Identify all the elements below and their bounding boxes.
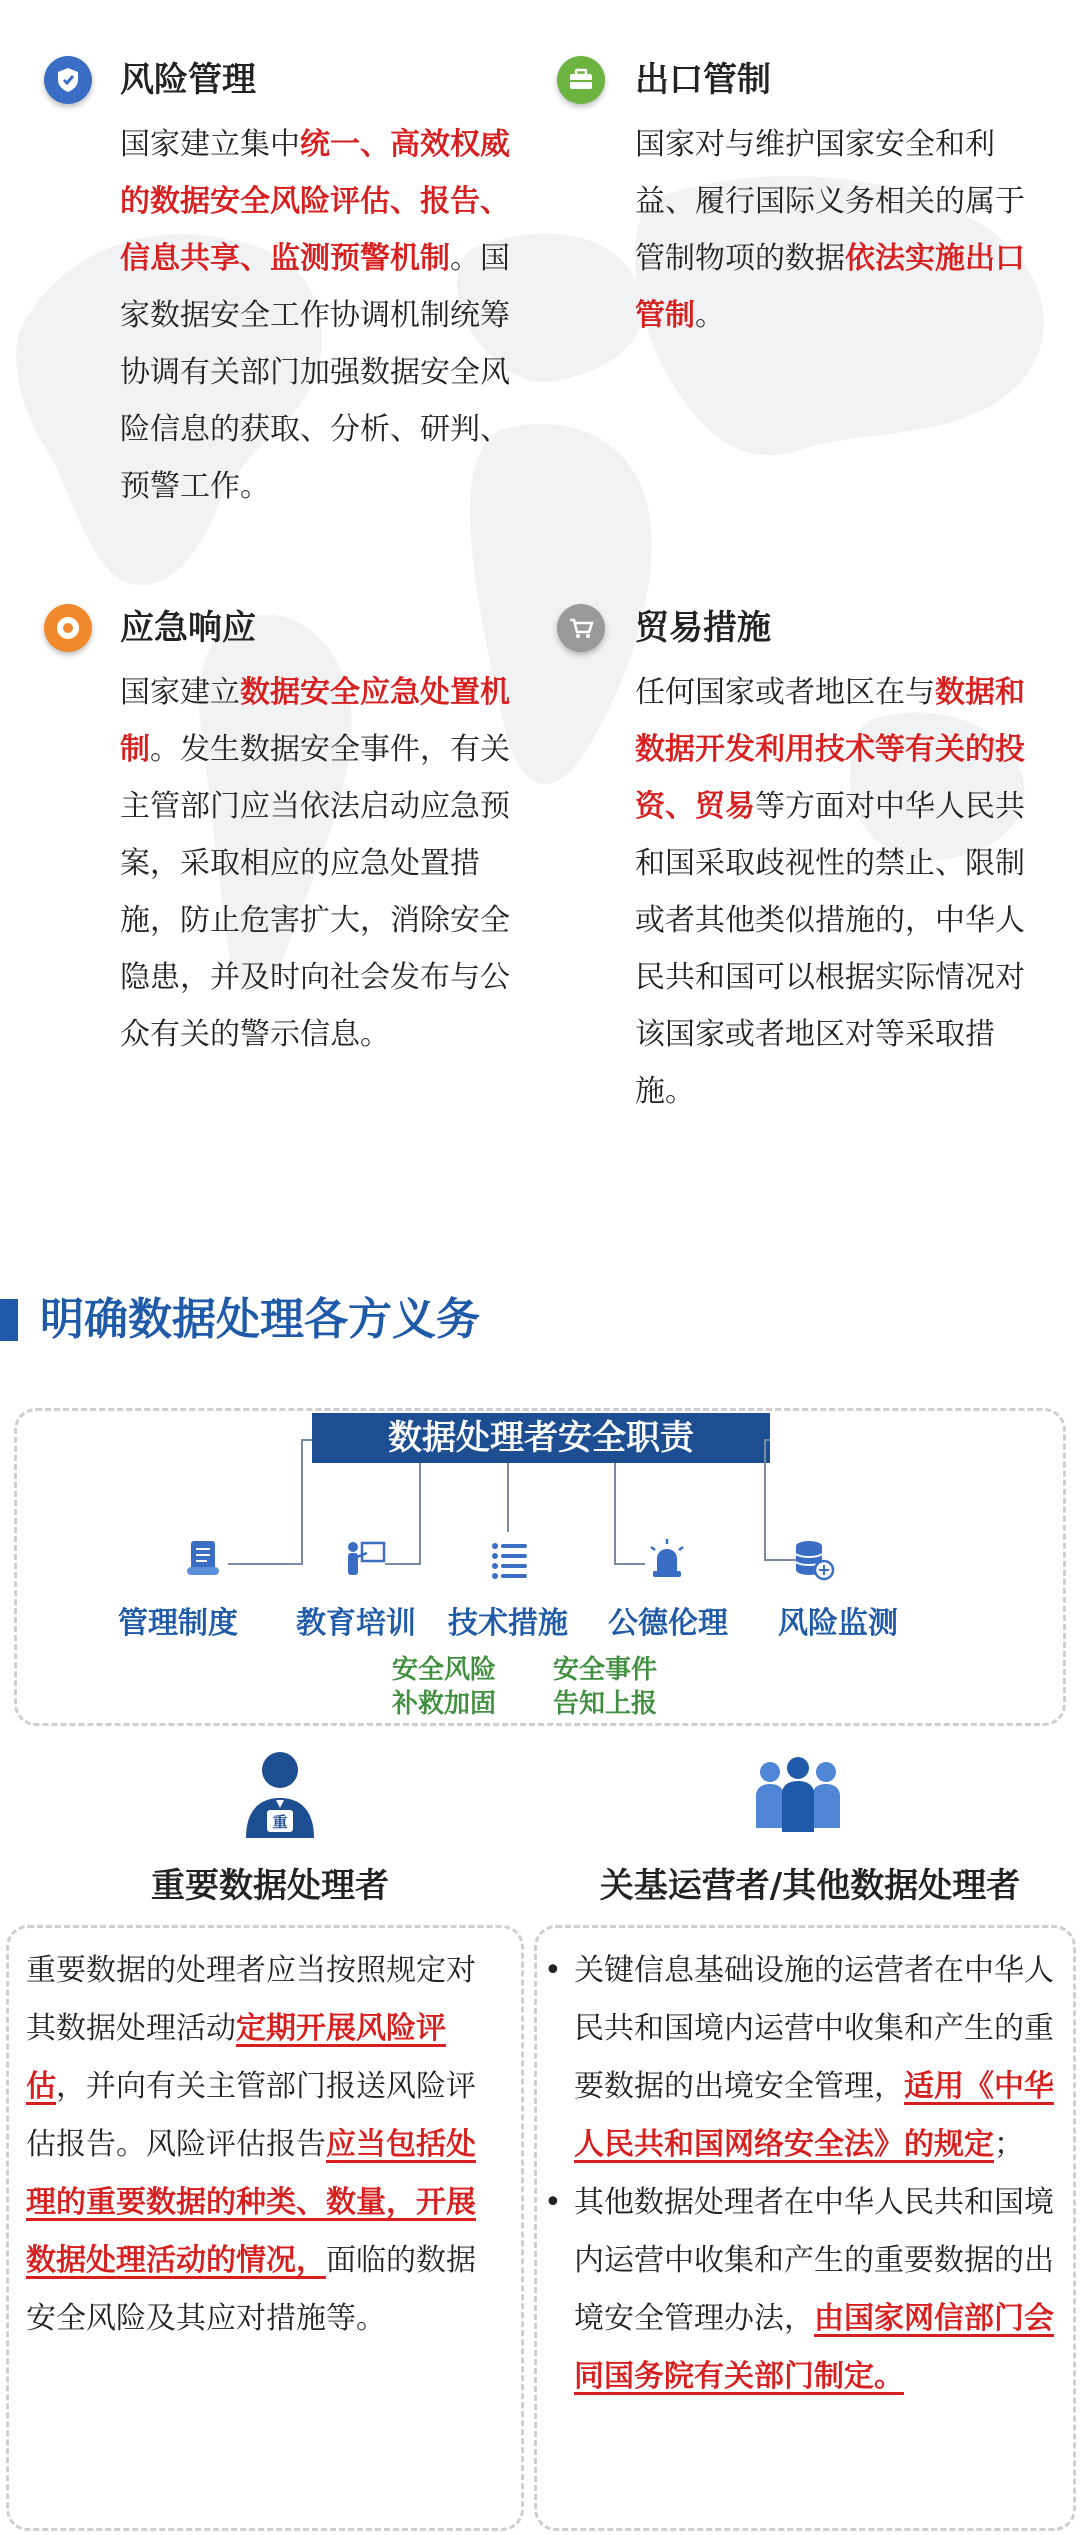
body-highlight: 统一、高效权威的数据安全风险评估、报告、信息共享、监测预警机制	[120, 127, 510, 276]
bullet-other-processors	[544, 2174, 1056, 2406]
body-highlight: 定期开展风险评估	[26, 2011, 446, 2104]
teacher-icon	[343, 1537, 387, 1581]
body-text: 等方面对中华人民共和国采取歧视性的禁止、限制或者其他类似措施的，中华人民共和国可以根据实际情况对该国家或者地区对等采取措施。	[635, 789, 1025, 1109]
duty-sub-report	[535, 1653, 675, 1721]
siren-icon	[645, 1537, 689, 1581]
body-text: 其他数据处理者在中华人民共和国境内运营中收集和产生的重要数据的出境安全管理办法，	[574, 2185, 1054, 2336]
body-text: 任何国家或者地区在与	[635, 675, 935, 710]
cii-operators-text	[544, 1942, 1056, 2406]
body-text: 国家建立	[120, 675, 240, 710]
body-highlight: 由国家网信部门会同国务院有关部门制定。	[574, 2301, 1054, 2394]
body-highlight: 依法实施出口管制	[635, 241, 1025, 333]
body-text: 面临的数据安全风险及其应对措施等。	[26, 2243, 476, 2336]
body-highlight: 数据安全应急处置机制	[120, 675, 510, 767]
duty-sub-line: 补救加固	[391, 1689, 496, 1719]
risk-card-title: 风险管理	[120, 60, 256, 100]
body-text: 国家对与维护国家安全和利益、履行国际义务相关的属于管制物项的数据	[635, 127, 1025, 276]
export-card-title: 出口管制	[635, 60, 771, 100]
body-text: 重要数据的处理者应当按照规定对其数据处理活动	[26, 1953, 476, 2046]
body-highlight: 适用《中华人民共和国网络安全法》的规定	[574, 2069, 1054, 2162]
emergency-card-title: 应急响应	[120, 608, 256, 648]
role-title-cii-operators: 关基运营者/其他数据处理者	[599, 1866, 1021, 1906]
person-badge-text: 重	[272, 1813, 288, 1831]
duties-header: 数据处理者安全职责	[312, 1413, 770, 1463]
body-text: 国家建立集中	[120, 127, 300, 162]
duty-label-technical: 技术措施	[448, 1606, 568, 1641]
trade-card-title: 贸易措施	[635, 608, 771, 648]
body-text: 。国家数据安全工作协调机制统筹协调有关部门加强数据安全风险信息的获取、分析、研判、预警工作。	[120, 241, 510, 504]
body-text: ；	[994, 2127, 1024, 2162]
bullet-cii	[544, 1942, 1056, 2174]
section-title: 明确数据处理各方义务	[40, 1294, 480, 1345]
list-icon	[488, 1537, 532, 1581]
body-highlight: 数据和数据开发利用技术等有关的投资、贸易	[635, 675, 1025, 824]
duty-label-management: 管理制度	[118, 1606, 238, 1641]
duty-sub-remedy	[374, 1653, 514, 1721]
person-badge-icon	[240, 1746, 320, 1842]
important-data-text	[26, 1942, 498, 2348]
duty-sub-line: 安全风险	[391, 1655, 496, 1685]
scroll-icon	[183, 1537, 223, 1581]
body-text: 关键信息基础设施的运营者在中华人民共和国境内运营中收集和产生的重要数据的出境安全管理，	[574, 1953, 1054, 2104]
duty-label-training: 教育培训	[296, 1606, 416, 1641]
role-title-important-data: 重要数据处理者	[151, 1866, 389, 1906]
body-highlight: 应当包括处理的重要数据的种类、数量，开展数据处理活动的情况，	[26, 2127, 476, 2278]
database-icon	[791, 1537, 835, 1581]
duty-sub-line: 告知上报	[552, 1689, 657, 1719]
group-people-icon	[752, 1756, 844, 1836]
duty-label-ethics: 公德伦理	[608, 1606, 728, 1641]
body-text: 。发生数据安全事件，有关主管部门应当依法启动应急预案，采取相应的应急处置措施，防止危害扩大，消除安全隐患，并及时向社会发布与公众有关的警示信息。	[120, 732, 510, 1052]
duty-label-monitoring: 风险监测	[778, 1606, 898, 1641]
body-text: ，并向有关主管部门报送风险评估报告。风险评估报告	[26, 2069, 476, 2162]
body-text: 。	[695, 298, 725, 333]
duty-sub-line: 安全事件	[552, 1655, 657, 1685]
